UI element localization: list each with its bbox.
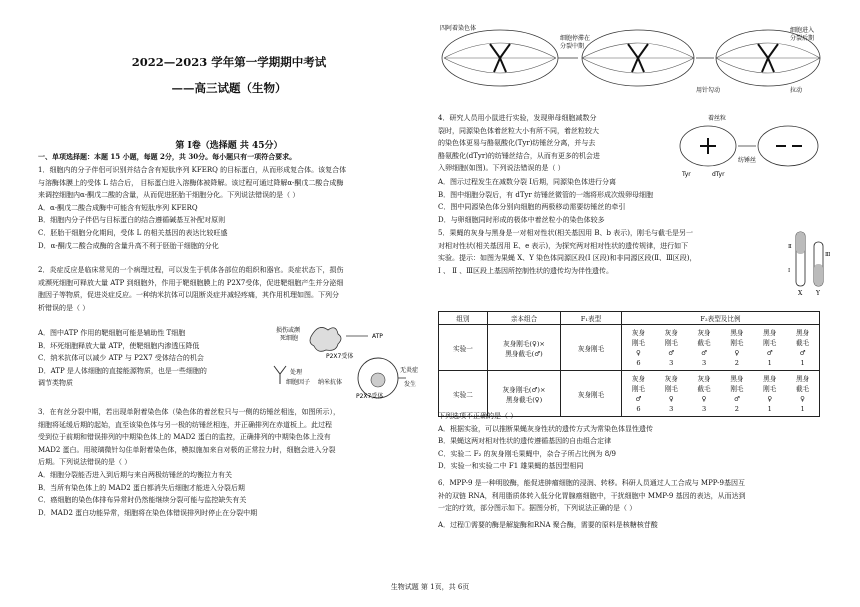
q2-option-a: A．图中ATP 作用的靶细胞可能是辅助性 T细胞 [38, 329, 186, 337]
nucleus [371, 373, 385, 387]
q1-option-c: C．胚胎干细胞分化期间，受体 L 的相关基因的表达比较旺盛 [38, 228, 228, 237]
q4-option-c: C．图中同源染色体分别向细胞的两极移动需要纺锤丝的牵引 [438, 203, 626, 212]
q4-stem-line: 的染色体更易与酪氨酸化(Tyr)纺锤丝分离，并与去 [438, 139, 596, 148]
section-instruction-block [38, 151, 420, 164]
label-occur: 发生 [404, 381, 417, 388]
q3-stem-line: 后期。下列说法错误的是（ ） [38, 458, 132, 467]
svg-text:纺锤丝: 纺锤丝 [738, 157, 757, 164]
row2-parents: 灰身刚毛(♂)× 黑身截毛(♀) [488, 371, 561, 417]
q3-stem-line: MAD2 蛋白。用玻璃微针勾住单附着染色体，模拟施加来自对极的正常拉力时，细胞会进入分裂 [38, 445, 336, 454]
svg-text:分裂中期: 分裂中期 [560, 43, 585, 50]
row1-group: 实验一 [439, 325, 488, 371]
q3-spindle-figure [438, 18, 833, 100]
label-atp: ATP [372, 333, 383, 340]
q3-option-a: A．细胞分裂能否进入到后期与来自两极纺锤丝的均衡拉力有关 [38, 470, 233, 479]
svg-text:细胞停滞在: 细胞停滞在 [560, 35, 591, 42]
q6-stem-line: 一定的疗效，部分图示如下。据图分析，下列说法正确的是（ ） [438, 504, 637, 513]
section-instruction: 一、单项选择题：本题 15 小题，每题 2分，共 30分。每小题只有一项符合要求。 [38, 152, 297, 161]
question-6 [438, 477, 833, 531]
q5-stem-line: Ⅰ 、 Ⅱ 、Ⅲ区段上基因所控制性状的遗传均为伴性遗传。 [438, 266, 613, 275]
q1-stem-line: 来调控细胞内α-酮戊二酸的含量，从而促进胚胎干细胞分化。下列说法错误的是（ ） [38, 191, 300, 200]
q4-stem-line: 酪氨酸化(dTyr)的纺锤丝结合，从而有更多的机会进 [438, 151, 600, 160]
svg-text:Ⅰ: Ⅰ [788, 268, 791, 274]
svg-text:dTyr: dTyr [712, 171, 725, 178]
q1-option-b: B．细胞内分子伴侣与目标蛋白的结合遵循碱基互补配对原则 [38, 216, 226, 225]
damaged-cell-icon [310, 327, 341, 351]
label-cytokine: 细胞因子 [286, 379, 311, 386]
q5-stem-line: 对相对性状(相关基因用 E、e 表示)，为探究两对相对性状的遗传规律，进行如下 [438, 241, 689, 250]
th-f2: F₂表型及比例 [622, 312, 820, 325]
row1-parents: 灰身刚毛(♀)× 黑身截毛(♂) [488, 325, 561, 371]
th-f1: F₁表型 [561, 312, 622, 325]
question-3 [38, 406, 420, 519]
q2-option-d-cont: 调节类物质 [38, 379, 73, 388]
label-processing: 处理 [290, 369, 303, 376]
question-1 [38, 164, 420, 252]
q6-option-a: A．过程①需要的酶是解旋酶和RNA 聚合酶，需要的原料是核糖核苷酸 [438, 520, 658, 529]
q5-option-d: D．实验一和实验二中 F1 雄果蝇的基因型相同 [438, 462, 584, 471]
q4-oocyte-figure [678, 112, 833, 178]
svg-text:Ⅱ: Ⅱ [788, 244, 792, 250]
question-5 [438, 227, 783, 277]
q4-options [438, 176, 833, 226]
svg-text:Tyr: Tyr [682, 171, 691, 178]
label-damaged: 损伤或濒 [276, 327, 301, 334]
row2-f2: 灰身 灰身 灰身 黑身 黑身 黑身 刚毛 刚毛 截毛 刚毛 刚毛 截毛 ♂ ♀ ♀ ♂ ♀ ♀ 6 3 3 2 1 1 [622, 371, 820, 417]
q2-option-b: B．坏死细胞释放大量 ATP，使靶细胞内渗透压降低 [38, 341, 200, 350]
q2-stem-line: 胞因子等物质，促进炎症反应。一种纳米抗体可以阻断炎症并减轻疼痛，其作用机理如图。下列分 [38, 291, 339, 300]
q5-results-table [438, 311, 820, 417]
row1-f2: 灰身 灰身 灰身 黑身 黑身 黑身 刚毛 刚毛 截毛 刚毛 刚毛 截毛 ♀ ♂ ♂ ♀ ♂ ♂ 6 3 3 2 1 1 [622, 325, 820, 371]
q2-option-d: D．ATP 是人体细胞的直接能源物质，也是一些细胞的 [38, 366, 207, 375]
antibody-icon [274, 366, 286, 384]
xy-chromosome-figure [788, 228, 832, 298]
q4-option-d: D．与卵细胞同时形成的极体中着丝粒小的染色体较多 [438, 215, 605, 224]
svg-text:X: X [798, 290, 803, 297]
q1-option-d: D．α-酮戊二酸合成酶的含量升高不利于胚胎干细胞的分化 [38, 241, 219, 250]
q1-stem-line: 与溶酶体膜上的受体 L 结合后， 目标蛋白进入溶酶体被降解。该过程可通过降解α-酮戊二酸合成酶 [38, 178, 344, 187]
row1-f1: 灰身刚毛 [561, 325, 622, 371]
q2-stem-line: 或濒死细胞可释放大量 ATP 到细胞外，作用于靶细胞膜上的 P2X7受体，促进靶细胞产生并分泌细 [38, 278, 344, 287]
exam-title: 2022—2023 学年第一学期期中考试 [131, 55, 327, 69]
q2-mechanism-figure [256, 322, 418, 404]
q2-option-c: C．纳米抗体可以减少 ATP 与 P2X7 受体结合的机会 [38, 354, 204, 363]
q5-table-wrap [438, 311, 820, 417]
svg-text:细胞进入: 细胞进入 [790, 27, 815, 34]
q3-stem-line: 受到位于前期和错误排列的中期染色体上的 MAD2 蛋白的监控，正确排列的中期染色体上没有 [38, 433, 331, 442]
q3-stem-line: 3．在有丝分裂中期，若出现单附着染色体（染色体的着丝粒只与一侧的纺锤丝相连，如图所示）， [38, 408, 340, 416]
th-group: 组别 [439, 312, 488, 325]
label-nanobody: 纳米抗体 [318, 379, 343, 386]
page-footer: 生物试题 第 1页，共 6页 [390, 583, 470, 591]
q6-stem-line: 补的双链 RNA，利用脂质体转入低分化胃腺癌细胞中，干扰细胞中 MMP-9 基因的表达，从而达到 [438, 491, 746, 500]
q6-stem-line: 6．MPP-9 是一种明胶酶，能促进肿瘤细胞的浸润、转移。科研人员通过人工合成与 MPP-9基因互 [438, 479, 745, 487]
th-parents: 亲本组合 [488, 312, 561, 325]
svg-text:用针勾动: 用针勾动 [696, 87, 721, 94]
q5-after [438, 410, 833, 473]
q5-stem-line: 5．果蝇的灰身与黑身是一对相对性状(相关基因用 B、b 表示)，刚毛与截毛是另一 [438, 229, 693, 237]
q2-stem-line: 2．炎症反应是临床常见的一个病理过程，可以发生于机体各部位的组织和器官。炎症状态下，损伤 [38, 266, 344, 274]
q4-option-b: B．图中细胞分裂后，有 dTyr 纺锤丝微管的一端将形成次级卵母细胞 [438, 190, 654, 199]
q3-option-d: D．MAD2 蛋白功能异常，细胞将在染色体错误排列时停止在分裂中期 [38, 508, 258, 517]
row2-group: 实验二 [439, 371, 488, 417]
question-4 [438, 112, 673, 175]
q2-stem-line: 析错误的是（ ） [38, 303, 90, 312]
svg-text:着丝粒: 着丝粒 [708, 115, 727, 122]
row2-f1: 灰身刚毛 [561, 371, 622, 417]
exam-subtitle: ——高三试题（生物） [171, 81, 287, 95]
question-2 [38, 264, 420, 314]
q1-stem-line: 1．细胞内的分子伴侣可识别并结合含有短肽序列 KFERQ 的目标蛋白，从而形成复合体。该复合体 [38, 166, 347, 174]
q4-option-a: A．图示过程发生在减数分裂 Ⅰ后期，同源染色体进行分离 [438, 178, 617, 186]
svg-text:Ⅲ: Ⅲ [825, 252, 831, 258]
q1-option-a: A．α-酮戊二酸合成酶中可能含有短肽序列 KFERQ [38, 203, 198, 212]
q3-stem-line: 细胞将延缓后期的起始，直至该染色体与另一极的纺锤丝相连，并正确排列在赤道板上。此过程 [38, 420, 332, 429]
q5-stem-line: 实验。提示：如图为果蝇 X、Y 染色体同源区段(Ⅰ 区段)和非同源区段(Ⅱ、Ⅲ区段)， [438, 254, 697, 263]
label-no-inflam: 无炎症 [400, 367, 418, 374]
svg-text:分裂后期: 分裂后期 [790, 35, 815, 42]
q5-option-b: B．果蝇这两对相对性状的遗传遵循基因的自由组合定律 [438, 437, 612, 446]
label-damaged2: 死细胞 [280, 335, 299, 342]
q4-stem-line: 4．研究人员用小鼠进行实验，发现卵母细胞减数分 [438, 114, 597, 122]
q3-option-c: C．癌细胞的染色体排布异常时仍然能继续分裂可能与监控缺失有关 [38, 496, 247, 505]
q4-stem-line: 入卵细胞(如图)。下列说法错误的是（ ） [438, 164, 565, 173]
svg-text:Y: Y [816, 290, 820, 297]
q4-stem-line: 裂时，同源染色体着丝粒大小有所不同，着丝粒较大 [438, 126, 599, 135]
q2-options [38, 327, 243, 390]
q5-option-c: C．实验二 F₂ 的灰身刚毛果蝇中，杂合子所占比例为 8/9 [438, 449, 616, 458]
label-receptor2: P2X7受体 [356, 393, 384, 400]
q3-option-b: B．当所有染色体上的 MAD2 蛋白都消失后细胞才能进入分裂后期 [38, 483, 245, 492]
label-receptor: P2X7受体 [326, 353, 354, 360]
section-title: 第 Ⅰ卷（选择题 共 45分） [175, 141, 283, 151]
svg-text:拉动: 拉动 [790, 87, 803, 94]
q5-prompt: 下列选项不正确的是（ ） [438, 412, 518, 420]
q5-option-a: A．根据实验，可以推断果蝇灰身性状的遗传方式为常染色体显性遗传 [438, 424, 654, 433]
svg-text:四阿着染色体: 四阿着染色体 [440, 25, 477, 32]
